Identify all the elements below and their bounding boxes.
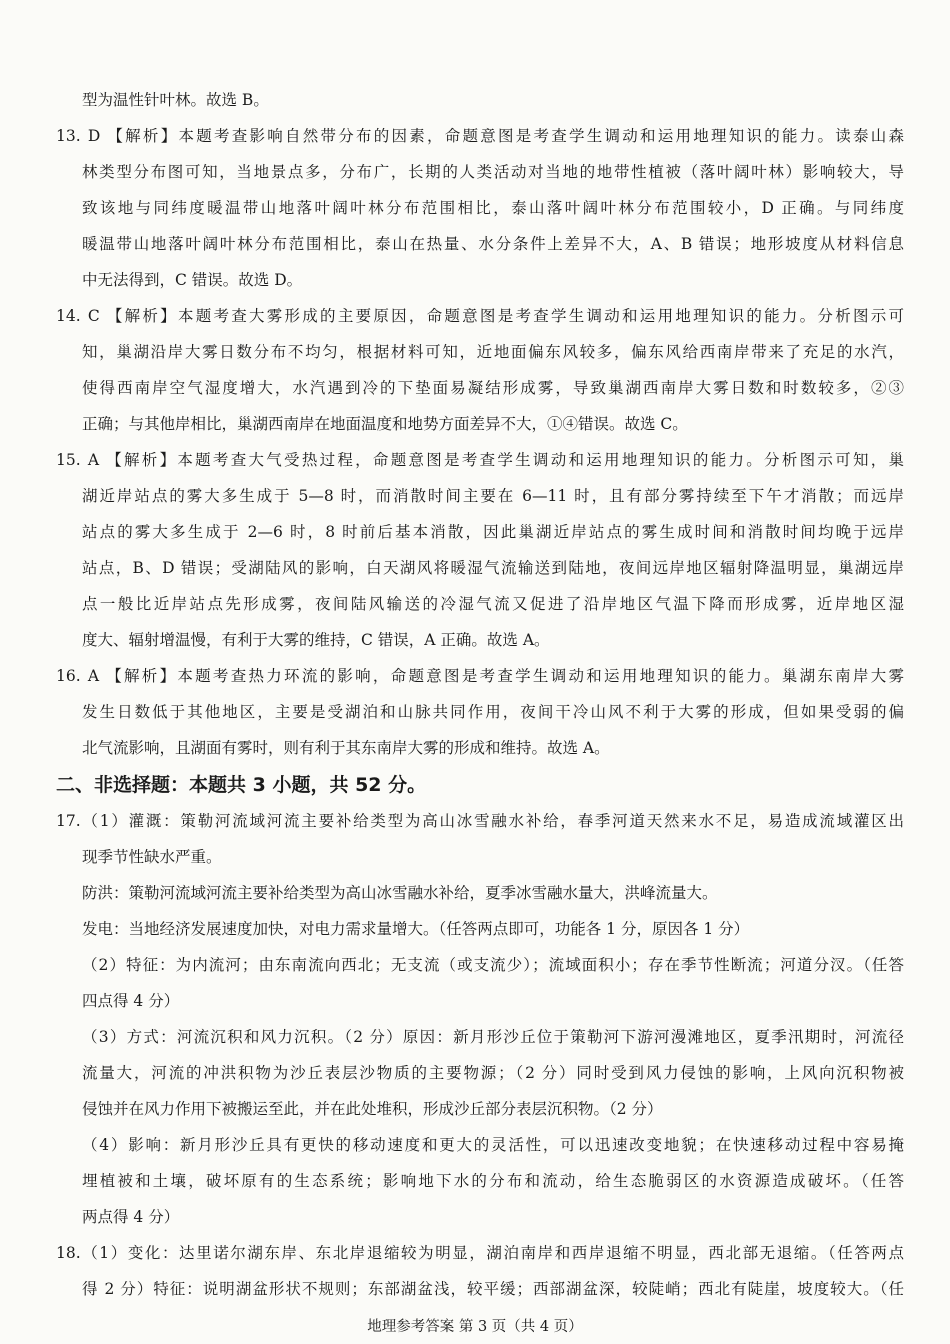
answer-14-line: 知，巢湖沿岸大雾日数分布不均匀，根据材料可知，近地面偏东风较多，偏东风给西南岸带来了充足的水汽， [82,343,904,361]
answer-16-line: 16. A 【解析】本题考查热力环流的影响，命题意图是考查学生调动和运用地理知识的能力。巢湖东南岸大雾 [56,667,904,685]
answer-17-line: 侵蚀并在风力作用下被搬运至此，并在此处堆积，形成沙丘部分表层沉积物。（2 分） [82,1100,663,1118]
answer-13-line: 致该地与同纬度暖温带山地落叶阔叶林分布范围相比，泰山落叶阔叶林分布范围较小，D 正确。与同纬度 [82,199,904,217]
answer-13-line: 中无法得到，C 错误。故选 D。 [82,271,303,289]
answer-15-line: 站点，B、D 错误；受湖陆风的影响，白天湖风将暖湿气流输送到陆地，夜间远岸地区辐射降温明显，巢湖远岸 [82,559,904,577]
page-footer: 地理参考答案 第 3 页（共 4 页） [367,1319,583,1335]
section-heading: 二、非选择题：本题共 3 小题，共 52 分。 [56,774,427,796]
answer-17-line: 埋植被和土壤，破坏原有的生态系统；影响地下水的分布和流动，给生态脆弱区的水资源造成破坏。（任答 [82,1172,904,1190]
answer-13-line: 暖温带山地落叶阔叶林分布范围相比，泰山在热量、水分条件上差异不大，A、B 错误；地形坡度从材料信息 [82,235,904,253]
answer-16-line: 发生日数低于其他地区，主要是受湖泊和山脉共同作用，夜间干冷山风不利于大雾的形成，但如果受弱的偏 [82,703,904,721]
answer-15-line: 湖近岸站点的雾大多生成于 5—8 时，而消散时间主要在 6—11 时，且有部分雾持续至下午才消散；而远岸 [82,487,904,505]
answer-17-line: 发电：当地经济发展速度加快，对电力需求量增大。（任答两点即可，功能各 1 分，原因各 1 分） [82,920,750,938]
answer-14-line: 正确；与其他岸相比，巢湖西南岸在地面温度和地势方面差异不大，①④错误。故选 C。 [82,415,688,433]
answer-17-line: 两点得 4 分） [82,1208,180,1226]
answer-16-line: 北气流影响，且湖面有雾时，则有利于其东南岸大雾的形成和维持。故选 A。 [82,739,610,757]
answer-17-line: 防洪：策勒河流域河流主要补给类型为高山冰雪融水补给，夏季冰雪融水量大，洪峰流量大。 [82,884,718,902]
answer-17-line: 流量大，河流的冲洪积物为沙丘表层沙物质的主要物源；（2 分）同时受到风力侵蚀的影响，上风向沉积物被 [82,1064,904,1082]
answer-17-line: 四点得 4 分） [82,992,180,1010]
answer-13-line: 13. D 【解析】本题考查影响自然带分布的因素，命题意图是考查学生调动和运用地理知识的能力。读泰山森 [56,127,904,145]
answer-15-line: 点一般比近岸站点先形成雾，夜间陆风输送的冷湿气流又促进了沿岸地区气温下降而形成雾，近岸地区湿 [82,595,904,613]
answer-14-line: 14. C 【解析】本题考查大雾形成的主要原因，命题意图是考查学生调动和运用地理知识的能力。分析图示可 [56,307,904,325]
answer-15-line: 15. A 【解析】本题考查大气受热过程，命题意图是考查学生调动和运用地理知识的能力。分析图示可知，巢 [56,451,904,469]
answer-15-line: 度大、辐射增温慢，有利于大雾的维持，C 错误，A 正确。故选 A。 [82,631,550,649]
answer-15-line: 站点的雾大多生成于 2—6 时，8 时前后基本消散，因此巢湖近岸站点的雾生成时间和消散时间均晚于远岸 [82,523,904,541]
answer-17-line: 17.（1）灌溉：策勒河流域河流主要补给类型为高山冰雪融水补给，春季河道天然来水不足，易造成流域灌区出 [56,812,904,830]
answer-18-line: 18.（1）变化：达里诺尔湖东岸、东北岸退缩较为明显，湖泊南岸和西岸退缩不明显，西北部无退缩。（任答两点 [56,1244,904,1262]
answer-18-line: 得 2 分）特征：说明湖盆形状不规则；东部湖盆浅，较平缓；西部湖盆深，较陡峭；西北有陡崖，坡度较大。（任 [82,1280,904,1298]
text-line: 型为温性针叶林。故选 B。 [82,91,269,109]
answer-14-line: 使得西南岸空气湿度增大，水汽遇到冷的下垫面易凝结形成雾，导致巢湖西南岸大雾日数和时数较多，②③ [82,379,904,397]
answer-17-line: （4）影响：新月形沙丘具有更快的移动速度和更大的灵活性，可以迅速改变地貌；在快速移动过程中容易掩 [82,1136,904,1154]
answer-13-line: 林类型分布图可知，当地景点多，分布广，长期的人类活动对当地的地带性植被（落叶阔叶林）影响较大，导 [82,163,904,181]
answer-17-line: （3）方式：河流沉积和风力沉积。（2 分）原因：新月形沙丘位于策勒河下游河漫滩地区，夏季汛期时，河流径 [82,1028,904,1046]
answer-17-line: 现季节性缺水严重。 [82,848,222,866]
answer-17-line: （2）特征：为内流河；由东南流向西北；无支流（或支流少）；流域面积小；存在季节性断流；河道分汊。（任答 [82,956,904,974]
